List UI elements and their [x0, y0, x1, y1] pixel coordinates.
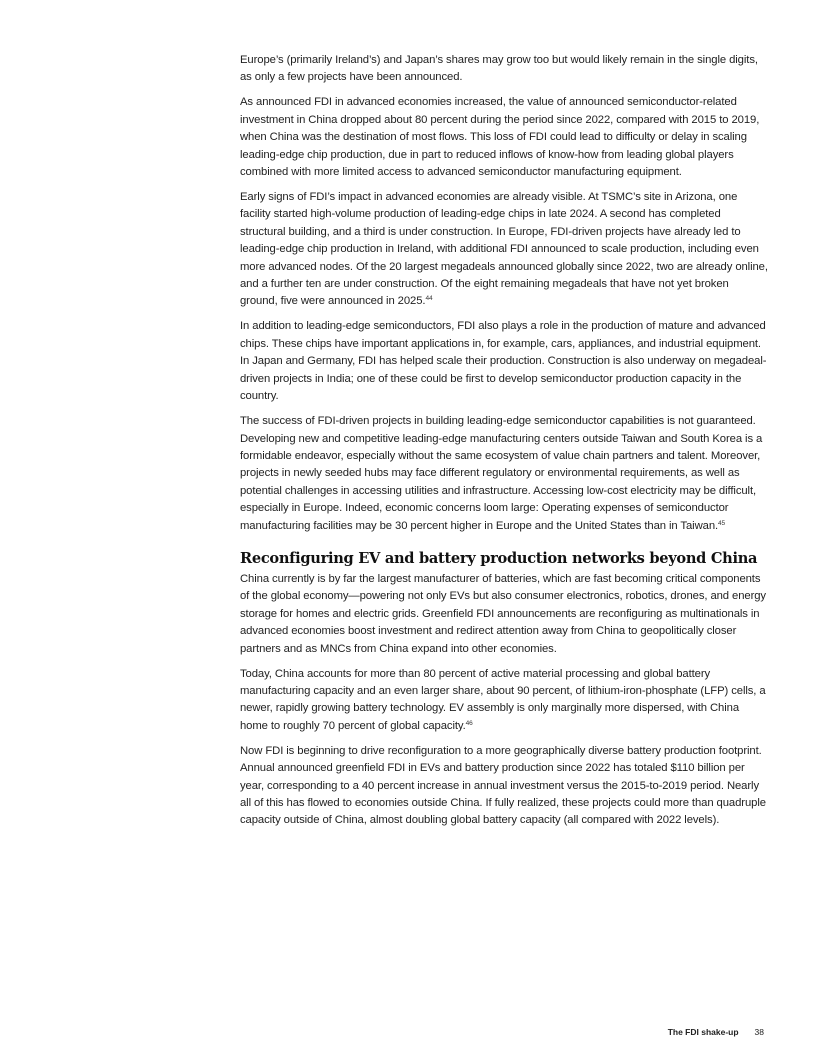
paragraph: Europe’s (primarily Ireland’s) and Japan’s shares may grow too but would likely remain in the single digits, as only a few projects have been announced. — [240, 54, 758, 84]
paragraph: As announced FDI in advanced economies increased, the value of announced semiconductor-related investment in China dropped about 80 percent during the period since 2022, compared with 2015 to 2019, when China was the destination of most flows. This loss of FDI could lead to difficulty or delay in scaling leading-edge chip production, due in part to reduced inflows of know-how from leading global players combined with more limited access to advanced semiconductor manufacturing equipment. — [240, 96, 760, 179]
footnote-ref[interactable]: 45 — [718, 519, 726, 527]
paragraph: Now FDI is beginning to drive reconfiguration to a more geographically diverse battery production footprint. Annual announced greenfield FDI in EVs and battery production since 2022 has totaled $110 billion per year, corresponding to a 40 percent increase in annual investment versus the 2015-to-2019 period. Nearly all of this has flowed to economies outside China. If fully realized, these projects could more than quadruple capacity outside of China, almost doubling global battery capacity (all compared with 2022 levels). — [240, 744, 766, 827]
page-footer — [668, 1027, 764, 1037]
page-number: 38 — [754, 1027, 764, 1037]
body-text — [240, 52, 768, 837]
paragraph: The success of FDI-driven projects in building leading-edge semiconductor capabilities is not guaranteed. Developing new and competitive leading-edge manufacturing centers outside Taiwan and South Korea is a formidable endeavor, especially without the same ecosystem of value chain partners and talent. Moreover, projects in newly seeded hubs may face different regulatory or environmental requirements, as well as potential challenges in accessing utilities and infrastructure. Accessing low-cost electricity may be difficult, especially in Europe. Indeed, economic concerns loom large: Operating expenses of semiconductor manufacturing facilities may be 30 percent higher in Europe and the United States than in Taiwan.$^{45}$ — [240, 415, 763, 532]
paragraph: Early signs of FDI’s impact in advanced economies are already visible. At TSMC’s site in Arizona, one facility started high-volume production of leading-edge chips in late 2024. A second has completed structural building, and a third is under construction. In Europe, FDI-driven projects have already led to leading-edge chip production in Ireland, with additional FDI announced to scale production, including even more advanced nodes. Of the 20 largest megadeals announced globally since 2022, two are already online, and a further ten are under construction. Of the eight remaining megadeals that have not yet broken ground, five were announced in 2025.44 — [240, 191, 768, 308]
paragraph: China currently is by far the largest manufacturer of batteries, which are fast becoming critical components of the global economy—powering not only EVs but also consumer electronics, robotics, drones, and energy storage for homes and electric grids. Greenfield FDI announcements are reconfiguring as multinationals in advanced economies boost investment and redirect attention away from China to geopolitically closer partners and as MNCs from China expand into other economies. — [240, 572, 766, 655]
paragraph: Today, China accounts for more than 80 percent of active material processing and global battery manufacturing capacity and an even larger share, about 90 percent, of lithium-iron-phosphate (LFP) cells, a newer, rapidly growing battery technology. EV assembly is only marginally more dispersed, with China home to roughly 70 percent of global capacity.$^{46}$ — [240, 667, 766, 732]
footnote-ref[interactable]: 46 — [465, 719, 473, 727]
footnote-ref[interactable]: 44 — [425, 295, 433, 303]
section-heading: Reconfiguring EV and battery production networks beyond China — [240, 549, 758, 567]
report-title: The FDI shake-up — [667, 1027, 739, 1037]
paragraph: In addition to leading-edge semiconductors, FDI also plays a role in the production of mature and advanced chips. These chips have important applications in, for example, cars, appliances, and industrial equipment. In Japan and Germany, FDI has helped scale their production. Construction is also underway on megadeal-driven projects in India; one of these could be first to develop semiconductor production capacity in the country. — [240, 320, 767, 403]
